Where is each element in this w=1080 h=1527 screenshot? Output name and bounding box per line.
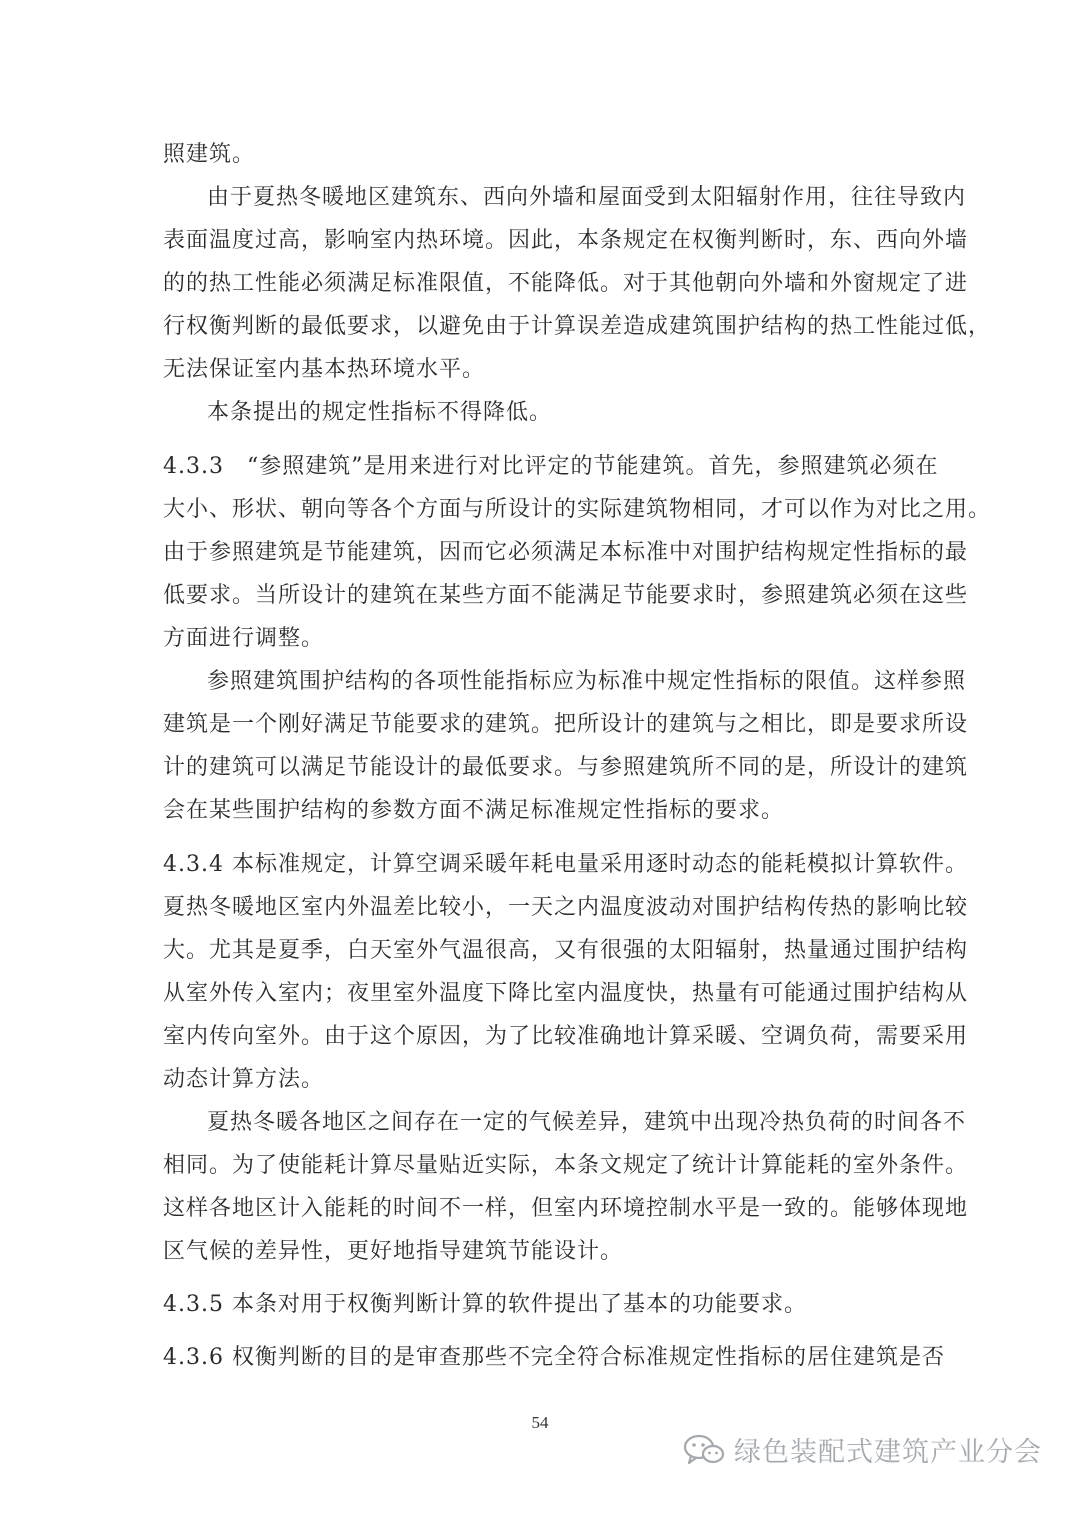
text-line: 大。尤其是夏季，白天室外气温很高，又有很强的太阳辐射，热量通过围护结构: [163, 938, 969, 963]
text-line: 动态计算方法。: [163, 1067, 325, 1092]
watermark: [682, 1430, 1042, 1469]
text-line: 参照建筑围护结构的各项性能指标应为标准中规定性指标的限值。这样参照: [207, 669, 967, 694]
text-line: 会在某些围护结构的参数方面不满足标准规定性指标的要求。: [163, 798, 785, 823]
text-line: 计的建筑可以满足节能设计的最低要求。与参照建筑所不同的是，所设计的建筑: [163, 755, 969, 780]
wechat-icon: [682, 1432, 726, 1468]
text-line: 由于参照建筑是节能建筑，因而它必须满足本标准中对围护结构规定性指标的最: [163, 540, 969, 565]
text-line: 无法保证室内基本热环境水平。: [163, 357, 486, 382]
text-line: 相同。为了使能耗计算尽量贴近实际，本条文规定了统计计算能耗的室外条件。: [163, 1153, 969, 1178]
section-4-3-4-line: 4.3.4 本标准规定，计算空调采暖年耗电量采用逐时动态的能耗模拟计算软件。: [163, 852, 968, 877]
text-line: 大小、形状、朝向等各个方面与所设计的实际建筑物相同，才可以作为对比之用。: [163, 497, 992, 522]
text-line: 照建筑。: [163, 142, 256, 167]
section-4-3-3-line: 4.3.3 “参照建筑”是用来进行对比评定的节能建筑。首先，参照建筑必须在: [163, 454, 939, 479]
text-line: 这样各地区计入能耗的时间不一样，但室内环境控制水平是一致的。能够体现地: [163, 1196, 969, 1221]
text-line: 夏热冬暖各地区之间存在一定的气候差异，建筑中出现冷热负荷的时间各不: [207, 1110, 967, 1135]
text-line: 方面进行调整。: [163, 626, 325, 651]
section-4-3-6-line: 4.3.6 权衡判断的目的是审查那些不完全符合标准规定性指标的居住建筑是否: [163, 1345, 945, 1370]
section-4-3-5-line: 4.3.5 本条对用于权衡判断计算的软件提出了基本的功能要求。: [163, 1292, 807, 1317]
text-line: 表面温度过高，影响室内热环境。因此，本条规定在权衡判断时，东、西向外墙: [163, 228, 969, 253]
text-line: 从室外传入室内；夜里室外温度下降比室内温度快，热量有可能通过围护结构从: [163, 981, 969, 1006]
text-line: 低要求。当所设计的建筑在某些方面不能满足节能要求时，参照建筑必须在这些: [163, 583, 969, 608]
text-line: 行权衡判断的最低要求，以避免由于计算误差造成建筑围护结构的热工性能过低，: [163, 314, 992, 339]
text-line: 夏热冬暖地区室内外温差比较小，一天之内温度波动对围护结构传热的影响比较: [163, 895, 969, 920]
text-line: 区气候的差异性，更好地指导建筑节能设计。: [163, 1239, 624, 1264]
watermark-text: 绿色装配式建筑产业分会: [734, 1437, 1042, 1468]
text-line: 本条提出的规定性指标不得降低。: [207, 400, 553, 425]
text-line: 室内传向室外。由于这个原因，为了比较准确地计算采暖、空调负荷，需要采用: [163, 1024, 969, 1049]
text-line: 由于夏热冬暖地区建筑东、西向外墙和屋面受到太阳辐射作用，往往导致内: [207, 185, 967, 210]
text-line: 的的热工性能必须满足标准限值，不能降低。对于其他朝向外墙和外窗规定了进: [163, 271, 969, 296]
text-line: 建筑是一个刚好满足节能要求的建筑。把所设计的建筑与之相比，即是要求所设: [163, 712, 969, 737]
page-number: 54: [531, 1413, 549, 1432]
